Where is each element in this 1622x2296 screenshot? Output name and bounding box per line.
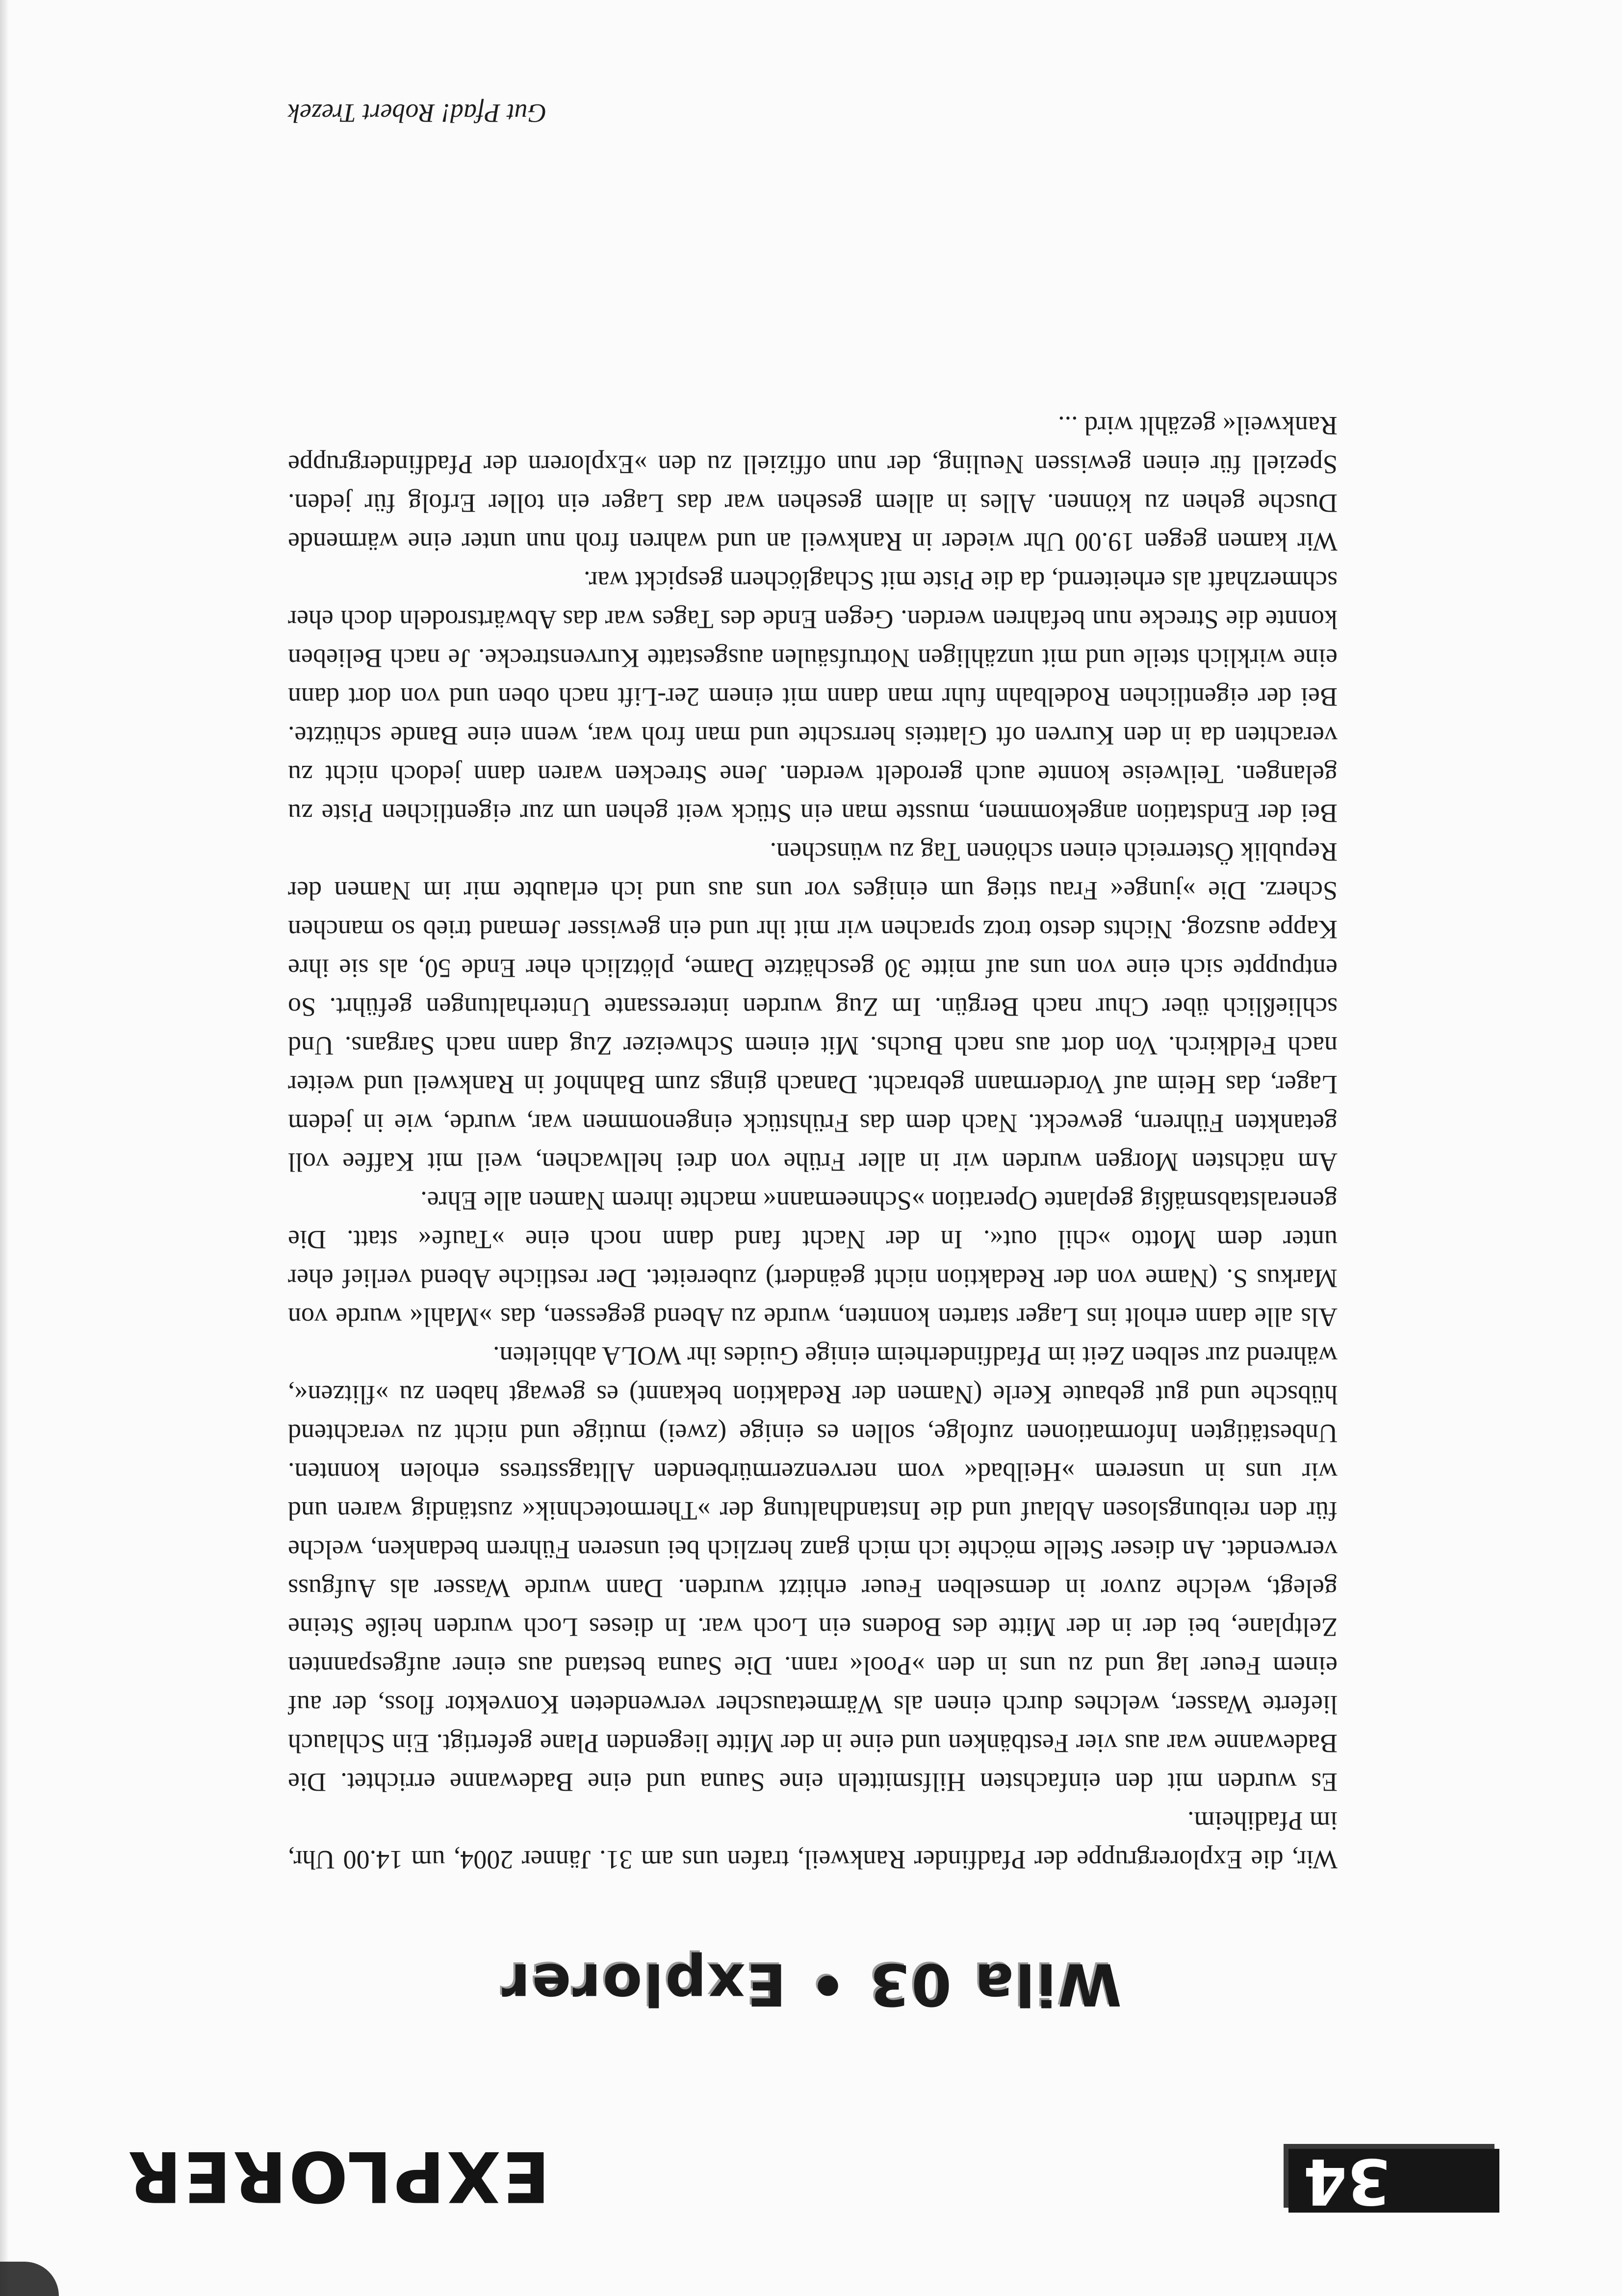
article-body xyxy=(288,406,1338,1879)
paragraph: Bei der Endstation angekommen, musste man ein Stück weit gehen um zur eigentlichen Piste zu gelangen. Teilweise konnte auch gerodelt werden. Jene Strecken waren dann jedoch nicht zu verachten da in den Kurven oft Glatteis herrschte und man froh war, wenn eine Bande schützte. Bei der eigentlichen Rodelbahn fuhr man dann mit einem 2er-Lift nach oben und von dort dann eine wirklich steile und mit unzähligen Notrufsäulen ausgestatte Kurvenstrecke. Je nach Belieben konnte die Strecke nun befahren werden. Gegen Ende des Tages war das Abwärtsrodeln doch eher schmerzhaft als erheiternd, da die Piste mit Schaglöchern gespickt war. xyxy=(288,566,1338,828)
article-title: Wila 03 • Explorer xyxy=(500,1951,1122,2018)
section-title: EXPLORER xyxy=(126,2136,550,2217)
paragraph: Als alle dann erholt ins Lager starten konnten, wurde zu Abend gegessen, das »Mahl« wurde von Markus S. (Name von der Redaktion nicht geändert) zubereitet. Der restliche Abend verlief eher unter dem Motto »chil out«. In der Nacht fand dann noch eine »Taufe« statt. Die generalstabsmäßig geplante Operation »Schneemann« machte ihrem Namen alle Ehre. xyxy=(288,1186,1338,1332)
paragraph: Wir, die Explorergruppe der Pfadfinder Rankweil, trafen uns am 31. Jänner 2004, um 14.00 Uhr, im Pfadiheim. xyxy=(288,1806,1338,1875)
paragraph: Es wurden mit den einfachsten Hilfsmitteln eine Sauna und eine Badewanne errichtet. Die Badewanne war aus vier Festbänken und eine in der Mitte liegenden Plane gefertigt. Ein Schlauch lieferte Wasser, welches durch einen als Wärmetauscher verwendeten Konvektor floss, der auf einem Feuer lag und zu uns in den »Pool« rann. Die Sauna bestand aus einer aufgespannten Zeltplane, bei der in der Mitte des Bodens ein Loch war. In dieses Loch wurden heiße Steine gelegt, welche zuvor in demselben Feuer erhitzt wurden. Dann wurde Wasser als Aufguss verwendet. An dieser Stelle möchte ich mich ganz herzlich bei unseren Führern bedanken, welche für den reibungslosen Ablauf und die Instandhaltung der »Thermotechnik« zuständig waren und wir uns in unserem »Heilbad« vom nervenzermürbenden Alltagsstress erholen konnten. Unbestätigten Informationen zufolge, sollen es einige (zwei) mutige und nicht zu verachtend hübsche und gut gebaute Kerle (Namen der Redaktion bekannt) es gewagt haben zu »flitzen«, während zur selben Zeit im Pfadfinderheim einige Guides ihr WOLA abhielten. xyxy=(288,1341,1338,1797)
page-number: 34 xyxy=(1303,2144,1391,2218)
paragraph: Am nächsten Morgen wurden wir in aller Frühe von drei hellwachen, weil mit Kaffee voll getankten Führern, geweckt. Nach dem das Frühstück eingenommen war, wurde, wie in jedem Lager, das Heim auf Vordermann gebracht. Danach gings zum Bahnhof in Rankweil und weiter nach Feldkirch. Von dort aus nach Buchs. Mit einem Schweizer Zug dann nach Sargans. Und schließlich über Chur nach Bergün. Im Zug wurden interessante Unterhaltungen geführt. So entpuppte sich eine von uns auf mitte 30 geschätzte Dame, plötzlich eher Ende 50, als sie ihre Kappe auszog. Nichts desto trotz sprachen wir mit ihr und ein gewisser Jemand trieb so manchen Scherz. Die »junge« Frau stieg um einiges vor uns aus und ich erlaubte mir im Namen der Republik Österreich einen schönen Tag zu wünschen. xyxy=(288,837,1338,1177)
author-signature: Gut Pfad! Robert Trezek xyxy=(288,99,547,128)
scan-corner-mark xyxy=(0,2262,59,2296)
page-header xyxy=(126,2136,1499,2218)
page-number-badge xyxy=(1288,2144,1499,2218)
paragraph: Wir kamen gegen 19.00 Uhr wieder in Rankweil an und wahren froh nun unter eine wärmende Dusche gehen zu können. Alles in allem gesehen war das Lager ein toller Erfolg für jeden. Speziell für einen gewissen Neuling, der nun offiziell zu den »Explorern der Pfadfindergruppe Rankweil« gezählt wird ... xyxy=(288,411,1338,557)
